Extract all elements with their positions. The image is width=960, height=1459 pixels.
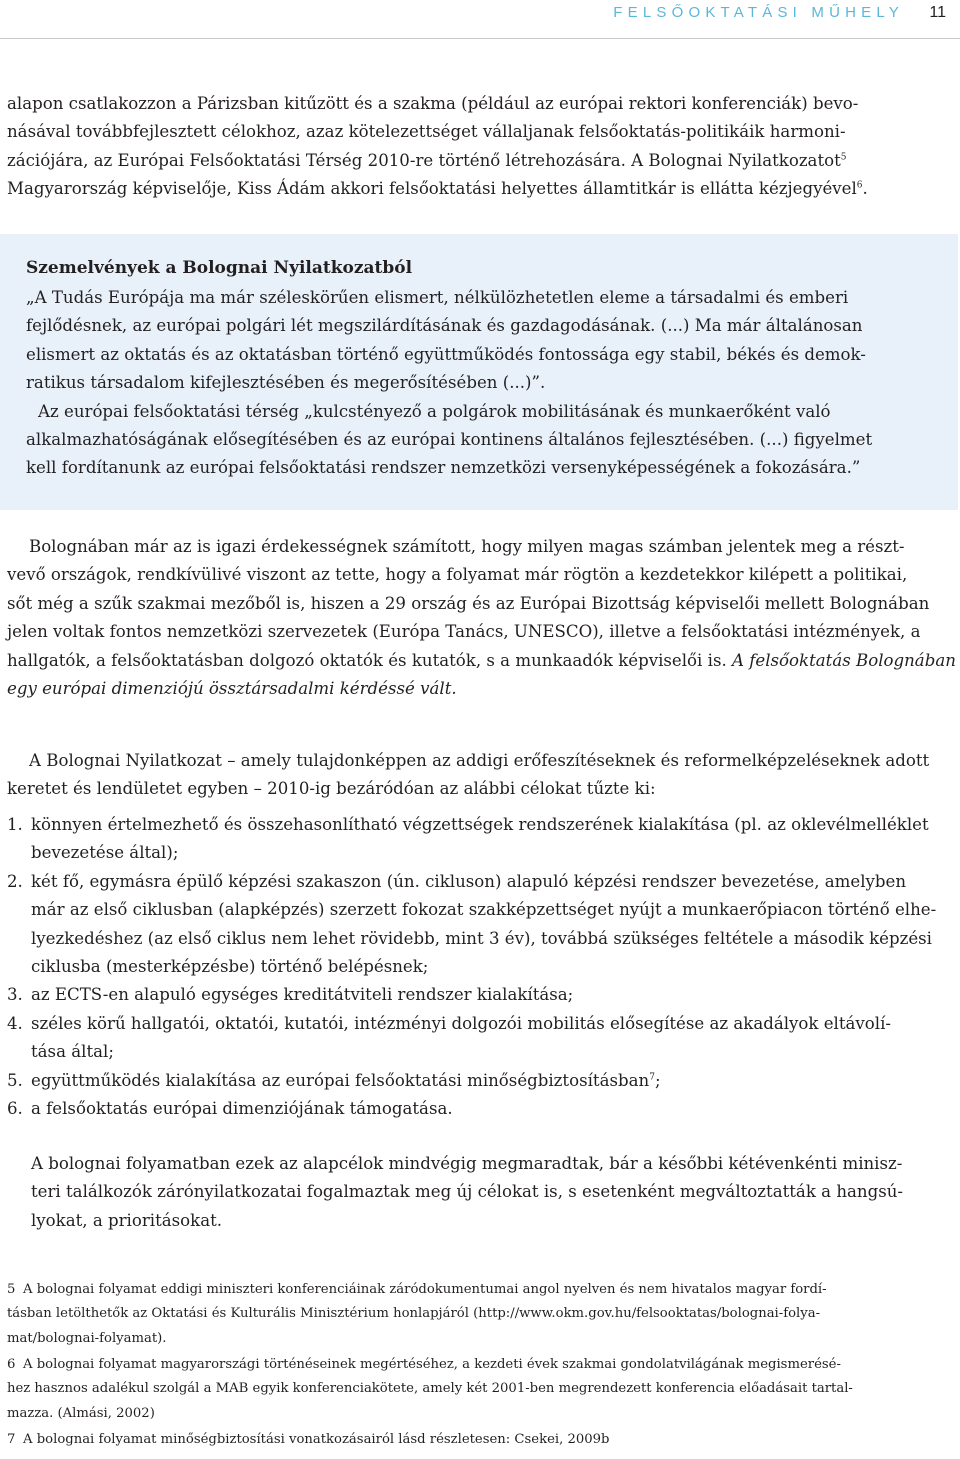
goals-list bbox=[7, 811, 955, 1123]
text-line: 6 A bolognai folyamat magyarországi történéseinek megértéséhez, a kezdeti évek szakmai gondolatvilágának megismerésé- bbox=[7, 1353, 955, 1377]
text-line: az ECTS-en alapuló egységes kreditátviteli rendszer kialakítása; bbox=[31, 985, 574, 1005]
text-line: mat/bolognai-folyamat). bbox=[7, 1330, 167, 1346]
text-line: sőt még a szűk szakmai mezőből is, hiszen a 29 ország és az Európai Bizottság képviselői mellett Bolognában bbox=[7, 593, 930, 613]
closing-paragraph bbox=[31, 1150, 955, 1235]
text-line: A Bolognai Nyilatkozat – amely tulajdonképpen az addigi erőfeszítéseknek és reformelképzeléseknek adott bbox=[29, 751, 930, 770]
text-line: bevezetése által); bbox=[31, 843, 179, 863]
text-line: „A Tudás Európája ma már széleskörűen elismert, nélkülözhetetlen eleme a társadalmi és emberi bbox=[26, 288, 849, 307]
footnote-ref[interactable]: 7 bbox=[649, 1072, 655, 1083]
list-number: 6. bbox=[7, 1099, 23, 1119]
footnote-ref[interactable]: 6 bbox=[856, 180, 863, 191]
text-line: Az európai felsőoktatási térség „kulcstényező a polgárok mobilitásának és munkaerőként való bbox=[38, 401, 831, 421]
list-item bbox=[7, 1067, 955, 1095]
footnote-5 bbox=[7, 1278, 955, 1351]
text-line: zációjára, az Európai Felsőoktatási Térség 2010-re történő létrehozására. A Bolognai Nyilatkozatot$^5$ bbox=[7, 150, 847, 170]
text-line: hez hasznos adalékul szolgál a MAB egyik konferenciakötete, amely két 2001-ben megrendezett konferencia előadásait tartal- bbox=[7, 1381, 853, 1397]
list-item bbox=[7, 981, 955, 1009]
list-number: 1. bbox=[7, 815, 23, 834]
list-number: 4. bbox=[7, 1013, 23, 1033]
excerpt-text bbox=[26, 284, 934, 483]
footnote-ref[interactable]: 5 bbox=[840, 152, 847, 163]
text-line: 5 A bolognai folyamat eddigi miniszteri konferenciáinak záródokumentumai angol nyelven és nem hivatalos magyar fordí- bbox=[7, 1278, 955, 1302]
text-line: tásban letölthetők az Oktatási és Kulturális Minisztérium honlapjáról (http://www.okm.gov.hu/felsooktatas/bolognai-folya- bbox=[7, 1306, 821, 1322]
text-line: két fő, egymásra épülő képzési szakaszon (ún. cikluson) alapuló képzési rendszer bevezetése, amelyben bbox=[31, 871, 907, 891]
text-line: lyokat, a prioritásokat. bbox=[31, 1210, 223, 1230]
text-line: a felsőoktatás európai dimenziójának támogatása. bbox=[31, 1099, 453, 1119]
text-line: A bolognai folyamatban ezek az alapcélok mindvégig megmaradtak, bár a későbbi kétévenkénti minisz- bbox=[31, 1154, 903, 1173]
text-line: násával továbbfejlesztett célokhoz, azaz kötelezettséget vállaljanak felsőoktatás-politikáik harmoni- bbox=[7, 122, 846, 142]
list-item bbox=[7, 868, 955, 982]
footnote-number: 6 bbox=[7, 1357, 16, 1372]
list-item bbox=[7, 1010, 955, 1067]
page-header bbox=[0, 0, 960, 44]
text-line: hallgatók, a felsőoktatásban dolgozó oktatók és kutatók, s a munkaadók képviselői is. A felsőoktatás Bolognában bbox=[7, 650, 956, 670]
text-line bbox=[7, 675, 955, 703]
footnote-6 bbox=[7, 1353, 955, 1426]
text-line: alapon csatlakozzon a Párizsban kitűzött és a szakma (például az európai rektori konferenciák) bevo- bbox=[7, 94, 859, 113]
text-line: Magyarország képviselője, Kiss Ádám akkori felsőoktatási helyettes államtitkár is ellátta kézjegyével$^6$. bbox=[7, 179, 868, 199]
list-item bbox=[7, 1095, 955, 1123]
list-number: 3. bbox=[7, 985, 23, 1005]
bologna-paragraph bbox=[7, 533, 955, 703]
text-line: 7 A bolognai folyamat minőségbiztosítási vonatkozásairól lásd részletesen: Csekei, 2009b bbox=[7, 1428, 955, 1452]
text-line: mazza. (Almási, 2002) bbox=[7, 1405, 155, 1421]
text-line: könnyen értelmezhető és összehasonlítható végzettségek rendszerének kialakítása (pl. az oklevélmelléklet bbox=[31, 815, 929, 834]
text-line: kell fordítanunk az európai felsőoktatási rendszer nemzetközi versenyképességének a fokozására.” bbox=[26, 458, 861, 478]
text-line: széles körű hallgatói, oktatói, kutatói, intézményi dolgozói mobilitás elősegítése az akadályok eltávolí- bbox=[31, 1013, 892, 1033]
footnote-number: 5 bbox=[7, 1282, 16, 1297]
excerpt-title: Szemelvények a Bolognai Nyilatkozatból bbox=[26, 258, 413, 278]
running-title: FELSŐOKTATÁSI MŰHELY bbox=[613, 4, 904, 21]
list-number: 5. bbox=[7, 1070, 23, 1090]
header-divider bbox=[0, 38, 960, 39]
emphasis-text: A felsőoktatás Bolognában bbox=[732, 650, 956, 670]
list-item bbox=[7, 811, 955, 868]
emphasis-text: egy európai dimenziójú össztársadalmi kérdéssé vált. bbox=[7, 679, 457, 699]
text-line: fejlődésnek, az európai polgári lét megszilárdításának és gazdagodásának. (...) Ma már általánosan bbox=[26, 316, 863, 336]
goals-intro-paragraph bbox=[7, 747, 955, 804]
text-line: ratikus társadalom kifejlesztésében és megerősítésében (...)”. bbox=[26, 373, 546, 393]
text-line: már az első ciklusban (alapképzés) szerzett fokozat szakképzettséget nyújt a munkaerőpiacon történő elhe- bbox=[31, 900, 937, 920]
text-line: ciklusba (mesterképzésbe) történő belépésnek; bbox=[31, 957, 429, 977]
text-line: együttműködés kialakítása az európai felsőoktatási minőségbiztosításban$^7$; bbox=[31, 1070, 661, 1090]
page-number: 11 bbox=[929, 4, 946, 21]
text-line: keretet és lendületet egyben – 2010-ig bezáródóan az alábbi célokat tűzte ki: bbox=[7, 779, 656, 799]
footnote-7 bbox=[7, 1428, 955, 1452]
text-line: alkalmazhatóságának elősegítésében és az európai kontinens általános fejlesztésében. (...) figyelmet bbox=[26, 430, 873, 450]
text-line: vevő országok, rendkívülivé viszont az tette, hogy a folyamat már rögtön a kezdetekkor kilépett a politikai, bbox=[7, 565, 908, 585]
text-line: teri találkozók zárónyilatkozatai fogalmaztak meg új célokat is, s esetenként megváltoztatták a hangsú- bbox=[31, 1182, 904, 1202]
text-line: lyezkedéshez (az első ciklus nem lehet rövidebb, mint 3 év), továbbá szükséges feltétele a második képzési bbox=[31, 928, 932, 948]
text-line: Bolognában már az is igazi érdekességnek számított, hogy milyen magas számban jelentek meg a részt- bbox=[29, 537, 905, 556]
intro-paragraph bbox=[7, 90, 955, 204]
text-line: jelen voltak fontos nemzetközi szervezetek (Európa Tanács, UNESCO), illetve a felsőoktatási intézmények, a bbox=[7, 622, 921, 642]
text-line: elismert az oktatás és az oktatásban történő együttműködés fontossága egy stabil, békés és demok- bbox=[26, 344, 866, 364]
text-line: tása által; bbox=[31, 1042, 114, 1062]
list-number: 2. bbox=[7, 871, 23, 891]
footnote-number: 7 bbox=[7, 1432, 16, 1447]
